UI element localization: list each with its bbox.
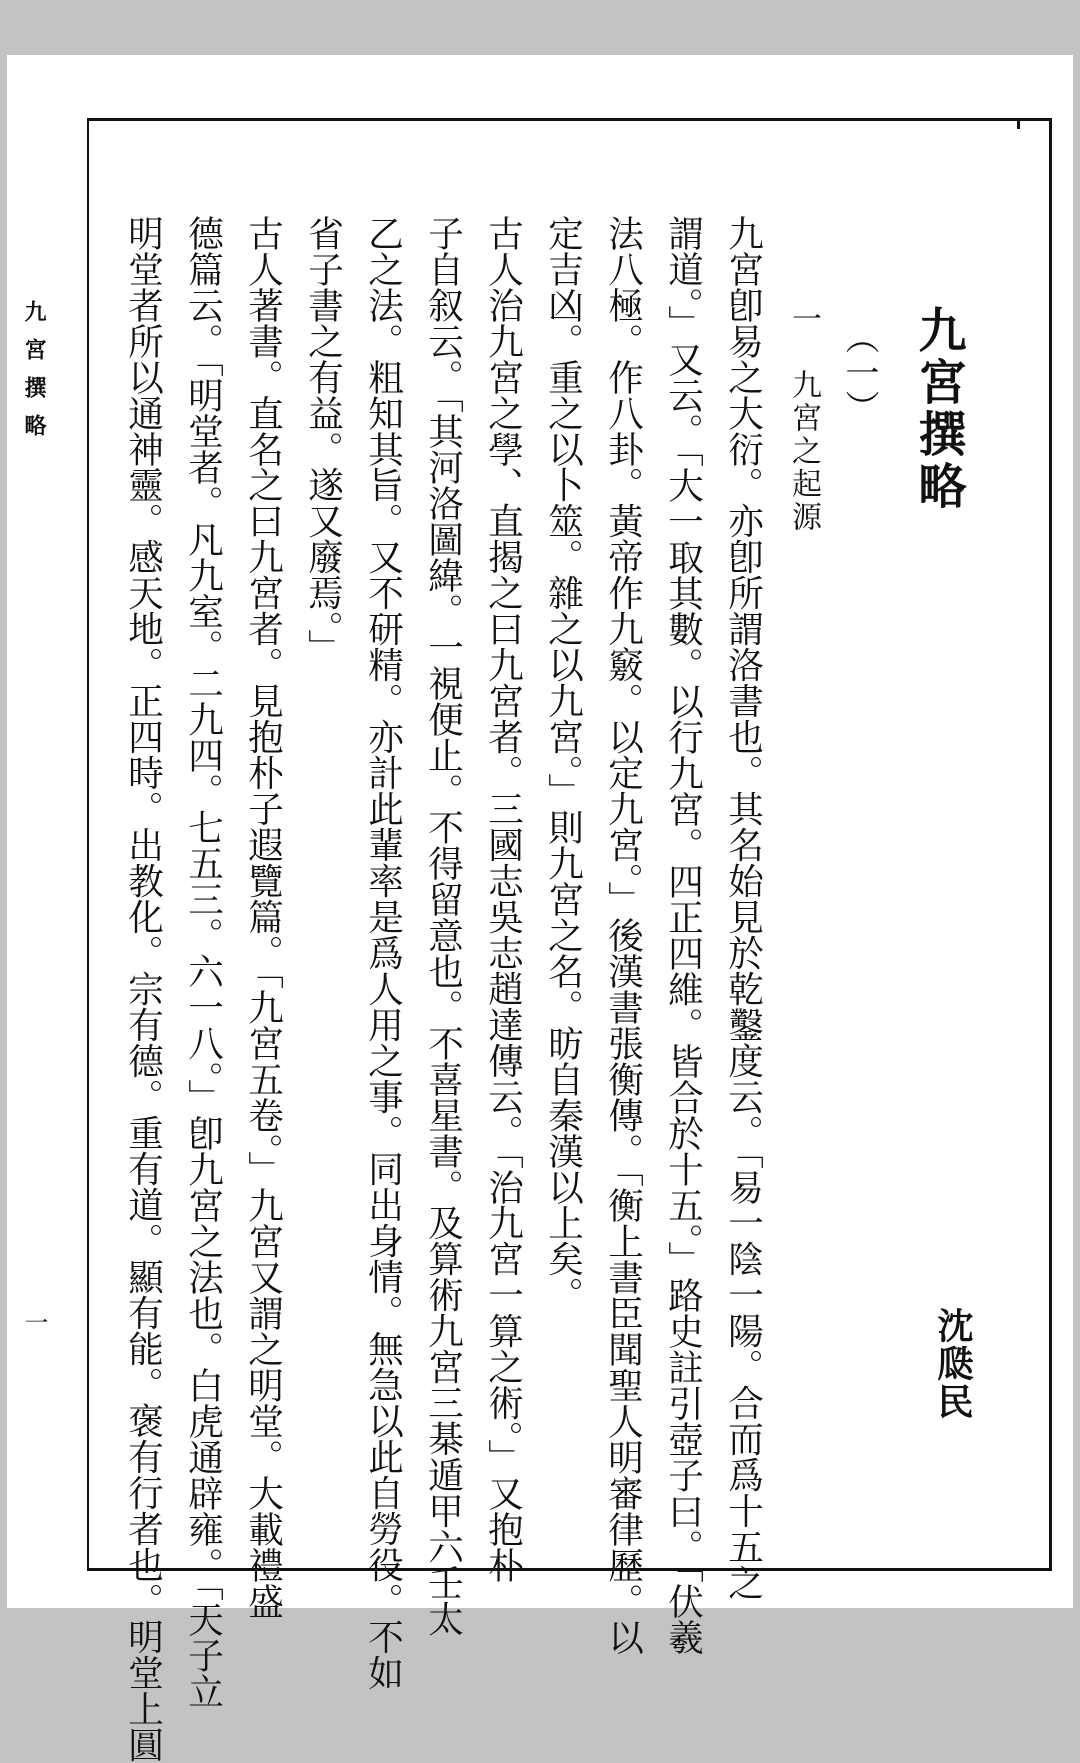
section-number: （一） <box>839 320 879 425</box>
page-number: 一 <box>20 1310 48 1334</box>
margin-running-title: 九宮撰略 <box>21 300 47 452</box>
article-title: 九宮撰略 <box>910 305 966 513</box>
body-line: 謂道。」又云。「大一取其數。以行九宮。四正四維。皆合於十五。」路史註引壺子曰。「伏羲 <box>662 215 704 1656</box>
frame-corner-mark <box>1017 119 1020 129</box>
scanned-page <box>7 55 1073 1763</box>
page-frame-bottom <box>87 1568 1052 1579</box>
body-line: 子自叙云。「其河洛圖緯。一視便止。不得留意也。不喜星書。及算術九宮三棊遁甲六壬太 <box>422 215 464 1637</box>
body-line: 明堂者所以通神靈。感天地。正四時。出教化。宗有德。重有道。顯有能。褒有行者也。明堂上圓 <box>122 215 164 1763</box>
body-line: 省子書之有益。遂又廢焉。」 <box>302 215 344 666</box>
body-line: 古人著書。直名之曰九宮者。見抱朴子遐覽篇。「九宮五卷。」九宮又謂之明堂。大載禮盛 <box>242 215 284 1620</box>
body-line: 乙之法。粗知其旨。又不研精。亦計此輩率是爲人用之事。同出身情。無急以此自勞役。不如 <box>362 215 404 1691</box>
body-line: 法八極。作八卦。黃帝作九竅。以定九宮。」後漢書張衡傳。「衡上書臣聞聖人明審律歷。以 <box>602 215 644 1655</box>
body-line: 德篇云。「明堂者。凡九室。二九四。七五三。六一八。」卽九宮之法也。白虎通辟雍。「天子立 <box>182 215 224 1710</box>
body-line: 古人治九宮之學、直揭之曰九宮者。三國志吳志趙達傳云。「治九宮一算之術。」又抱朴 <box>482 215 524 1584</box>
author-name: 沈瓞民 <box>932 1307 974 1421</box>
body-line: 定吉凶。重之以卜筮。雜之以九宮。」則九宮之名。昉自秦漢以上矣。 <box>542 215 584 1313</box>
section-heading: 一 九宮之起源 <box>786 303 821 534</box>
body-line: 九宮卽易之大衍。亦卽所謂洛書也。其名始見於乾鑿度云。「易一陰一陽。合而爲十五之 <box>722 215 764 1601</box>
